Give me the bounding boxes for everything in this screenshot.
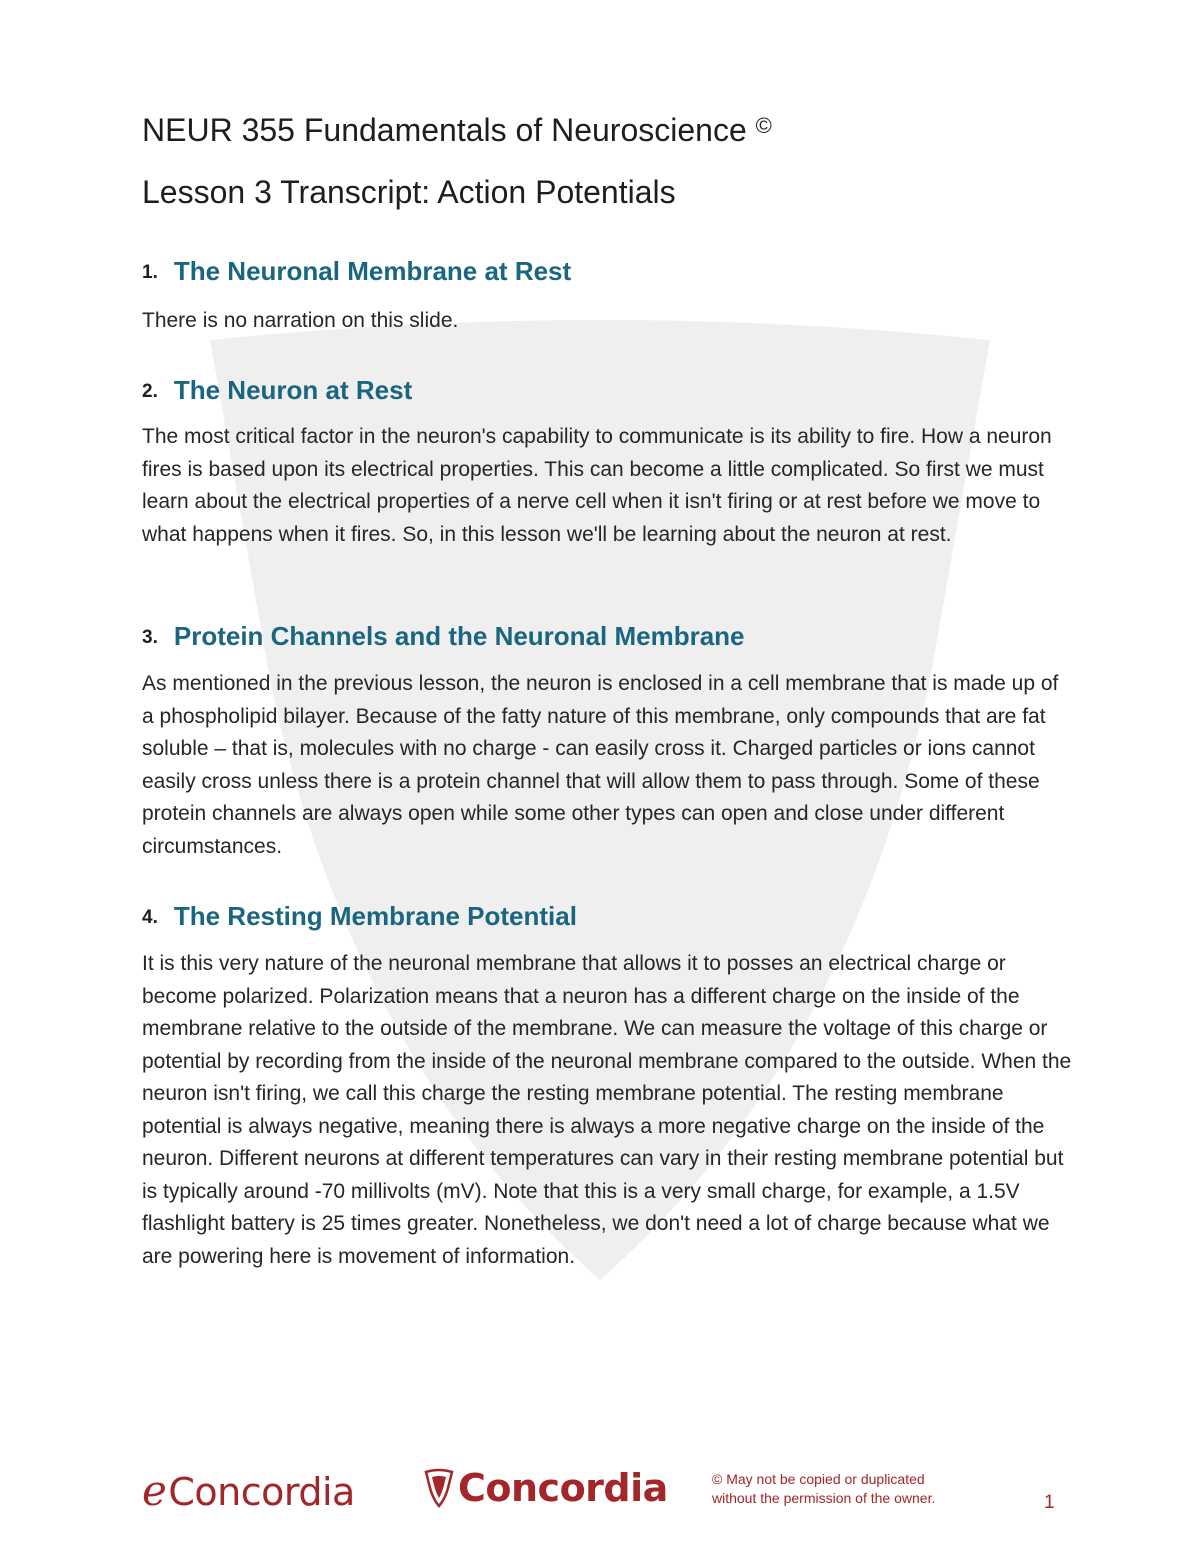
section-heading: 1. The Neuronal Membrane at Rest xyxy=(142,256,572,286)
section-heading: 3. Protein Channels and the Neuronal Membrane xyxy=(142,621,745,651)
econcordia-logo: e Concordia xyxy=(142,1466,355,1515)
copyright-notice: © May not be copied or duplicated without the permission of the owner. xyxy=(712,1471,936,1506)
section-heading: 2. The Neuron at Rest xyxy=(142,375,413,405)
section-heading: 4. The Resting Membrane Potential xyxy=(142,901,577,931)
section-body: It is this very nature of the neuronal membrane that allows it to posses an electrical charge or become polarized. Polarization means that a neuron has a different charge on the inside of the membrane relative to the outside of the membrane. We can measure the voltage of this charge or potential by recording from the inside of the neuronal membrane compared to the outside. When the neuron isn't firing, we call this charge the resting membrane potential. The resting membrane potential is always negative, meaning there is always a more negative charge on the inside of the neuron. Different neurons at different temperatures can vary in their resting membrane potential but is typically around -70 millivolts (mV). Note that this is a very small charge, for example, a 1.5V flashlight battery is 25 times greater. Nonetheless, we don't need a lot of charge because what we are powering here is movement of information. xyxy=(142,952,1072,1268)
concordia-logo: Concordia xyxy=(424,1466,668,1510)
shield-icon xyxy=(424,1468,454,1508)
section-body: The most critical factor in the neuron's capability to communicate is its ability to fire. How a neuron fires is based upon its electrical properties. This can become a little complicated. So first we must learn about the electrical properties of a nerve cell when it isn't firing or at rest before we move to what happens when it fires. So, in this lesson we'll be learning about the neuron at rest. xyxy=(142,425,1052,546)
copyright-mark: © xyxy=(755,113,772,138)
page-number: 1 xyxy=(1044,1492,1055,1513)
lesson-title: Lesson 3 Transcript: Action Potentials xyxy=(142,174,676,210)
section-body: There is no narration on this slide. xyxy=(142,309,459,332)
section-body: As mentioned in the previous lesson, the neuron is enclosed in a cell membrane that is made up of a phospholipid bilayer. Because of the fatty nature of this membrane, only compounds that are fat soluble – that is, molecules with no charge - can easily cross it. Charged particles or ions cannot easily cross unless there is a protein channel that will allow them to pass through. Some of these protein channels are always open while some other types can open and close under different circumstances. xyxy=(142,672,1059,858)
course-title: NEUR 355 Fundamentals of Neuroscience © xyxy=(142,112,772,148)
